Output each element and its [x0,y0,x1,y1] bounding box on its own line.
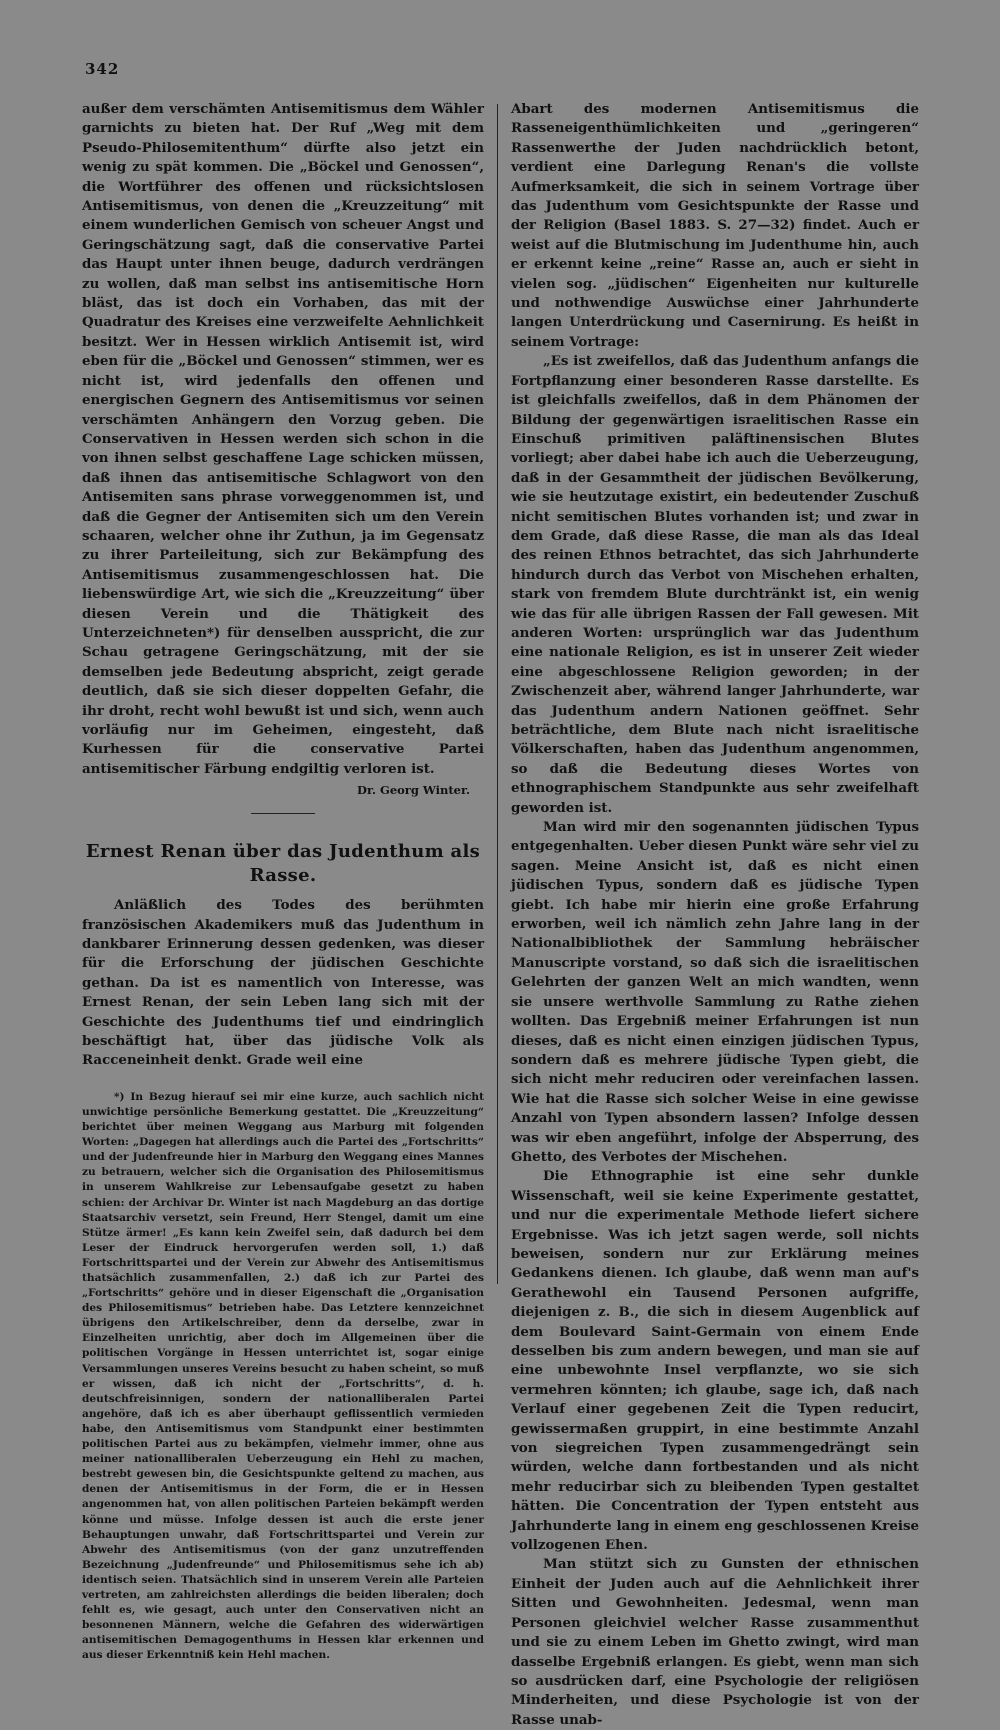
author-signature: Dr. Georg Winter. [357,783,470,798]
column-divider [497,104,498,1284]
left-paragraph-1: außer dem verschämten Antisemitismus dem Wähler garnichts zu bieten hat. Der Ruf „Weg mit dem Pseudo-Philosemitenthum“ dürfte also jetzt ein wenig zu spät kommen. Die „Böckel und Genossen“, die Wortführer des offenen und rücksichtslosen Antisemitismus, von denen die „Kreuzzeitung“ mit einem wunderlichen Gemisch von scheuer Angst und Geringschätzung sagt, daß die conservative Partei das Haupt unter ihnen beuge, dadurch verdrängen zu wollen, daß man selbst ins antisemitische Horn bläst, das ist doch ein Vorhaben, das mit der Quadratur des Kreises eine verzweifelte Aehnlichkeit besitzt. Wer in Hessen wirklich Antisemit ist, wird eben für die „Böckel und Genossen“ stimmen, wer es nicht ist, wird jedenfalls den offenen und energischen Gegnern des Antisemitismus vor seinen verschämten Anhängern den Vorzug geben. Die Conservativen in Hessen werden sich schon in die von ihnen selbst geschaffene Lage schicken müssen, daß ihnen das antisemitische Schlagwort von den Antisemiten sans phrase vorweggenommen ist, und daß die Gegner der Antisemiten sich um den Verein schaaren, welcher ohne ihr Zuthun, ja im Gegensatz zu ihrer Parteileitung, sich zur Bekämpfung des Antisemitismus zusammengeschlossen hat. Die liebenswürdige Art, wie sich die „Kreuzzeitung“ über diesen Verein und die Thätigkeit des Unterzeichneten*) für denselben ausspricht, die zur Schau getragene Geringschätzung, mit der sie demselben jede Bedeutung abspricht, zeigt gerade deutlich, daß sie sich dieser doppelten Gefahr, die ihr droht, recht wohl bewußt ist und sich, wenn auch vorläufig nur im Geheimen, eingesteht, daß Kurhessen für die conservative Partei antisemitischer Färbung endgiltig verloren ist. [82,101,484,777]
right-paragraph-5: Man stützt sich zu Gunsten der ethnischen Einheit der Juden auch auf die Aehnlichkeit ihrer Sitten und Gewohnheiten. Jedesmal, wenn man Personen gleichviel welcher Rasse zusammenthut und sie zu einem Leben im Ghetto zwingt, wird man dasselbe Ergebniß erlangen. Es giebt, wenn man sich so ausdrücken darf, eine Psychologie der religiösen Minderheiten, und diese Psychologie ist von der Rasse unab- [511,1556,919,1728]
footnote: *) In Bezug hierauf sei mir eine kurze, auch sachlich nicht unwichtige persönliche Bemerkung gestattet. Die „Kreuzzeitung“ berichtet über meinen Weggang aus Marburg mit folgenden Worten: „Dagegen hat allerdings auch die Partei des „Fortschritts“ und der Judenfreunde hier in Marburg den Weggang eines Mannes zu betrauern, welcher sich die Organisation des Philosemitismus in unserem Wahlkreise zur Lebensaufgabe gesetzt zu haben schien: der Archivar Dr. Winter ist nach Magdeburg an das dortige Staatsarchiv versetzt, sein Freund, Herr Stengel, damit um eine Stütze ärmer! „Es kann kein Zweifel sein, daß dadurch bei dem Leser der Eindruck hervorgerufen werden soll, 1.) daß Fortschrittspartei und der Verein zur Abwehr des Antisemitismus thatsächlich zusammenfallen, 2.) daß ich zur Partei des „Fortschritts“ gehöre und in dieser Eigenschaft die „Organisation des Philosemitismus“ betrieben habe. Das Letztere kennzeichnet übrigens den Artikelschreiber, denn da derselbe, zwar in Einzelheiten unrichtig, aber doch im Allgemeinen über die politischen Vorgänge in Hessen unterrichtet ist, sogar einige Versammlungen unseres Vereins besucht zu haben scheint, so muß er wissen, daß ich nicht der „Fortschritts“, d. h. deutschfreisinnigen, sondern der nationalliberalen Partei angehöre, daß ich es aber überhaupt geflissentlich vermieden habe, den Antisemitismus vom Standpunkt einer bestimmten politischen Partei aus zu bekämpfen, vielmehr immer, ohne aus meiner nationalliberalen Ueberzeugung ein Hehl zu machen, bestrebt gewesen bin, die Gesichtspunkte geltend zu machen, aus denen der Antisemitismus in der Form, die er in Hessen angenommen hat, von allen politischen Parteien bekämpft werden könne und müsse. Infolge dessen ist auch die erste jener Behauptungen unwahr, daß Fortschrittspartei und Verein zur Abwehr des Antisemitismus (von der ganz unzutreffenden Bezeichnung „Judenfreunde“ und Philosemitismus sehe ich ab) identisch seien. Thatsächlich sind in unserem Verein alle Parteien vertreten, am zahlreichsten allerdings die beiden liberalen; doch fehlt es, wie gesagt, auch unter den Conservativen nicht an besonnenen Männern, welche die Gefahren des widerwärtigen antisemitischen Demagogenthums in Hessen klar erkennen und aus dieser Erkenntniß kein Hehl machen. [82,1090,484,1662]
article-heading: Ernest Renan über das Judenthum als Rasse. [85,841,481,887]
right-column [511,100,919,1730]
right-paragraph-3: Man wird mir den sogenannten jüdischen Typus entgegenhalten. Ueber diesen Punkt wäre sehr viel zu sagen. Meine Ansicht ist, daß es nicht einen jüdischen Typus, sondern daß es jüdische Typen giebt. Ich habe mir hierin eine große Erfahrung erworben, weil ich nämlich zehn Jahre lang in der Nationalbibliothek der Sammlung hebräischer Manuscripte vorstand, so daß sich die israelitischen Gelehrten der ganzen Welt an mich wandten, wenn sie unsere werthvolle Sammlung zu Rathe ziehen wollten. Das Ergebniß meiner Erfahrungen ist nun dieses, daß es nicht einen einzigen jüdischen Typus, sondern daß es mehrere jüdische Typen giebt, die sich nicht mehr reduciren oder vereinfachen lassen. Wie hat die Rasse sich solcher Weise in eine gewisse Anzahl von Typen absondern lassen? Infolge dessen was wir eben angeführt, infolge der Absperrung, des Ghetto, des Verbotes der Mischehen. [511,819,919,1165]
section-divider [251,813,315,814]
page-number: 342 [85,60,120,78]
right-paragraph-4: Die Ethnographie ist eine sehr dunkle Wissenschaft, weil sie keine Experimente gestattet, und nur die experimentale Methode liefert sichere Ergebnisse. Was ich jetzt sagen werde, soll nichts beweisen, sondern nur zur Erklärung meines Gedankens dienen. Ich glaube, daß wenn man auf's Gerathewohl ein Tausend Personen aufgriffe, diejenigen z. B., die sich in diesem Augenblick auf dem Boulevard Saint-Germain von einem Ende desselben bis zum andern bewegen, und man sie auf eine unbewohnte Insel verpflanzte, wo sie sich vermehren könnten; ich glaube, sage ich, daß nach Verlauf einer gegebenen Zeit die Typen reducirt, gewissermaßen gruppirt, in eine bestimmte Anzahl von siegreichen Typen zusammengedrängt sein würden, welche dann fortbestanden und als nicht mehr reducirbar sich zu bleibenden Typen gestaltet hätten. Die Concentration der Typen entsteht aus Jahrhunderte lang in einem eng geschlossenen Kreise vollzogenen Ehen. [511,1168,919,1554]
footnote-separator [82,1083,484,1084]
right-paragraph-1: Abart des modernen Antisemitismus die Rasseneigenthümlichkeiten und „geringeren“ Rassenwerthe der Juden nachdrücklich betont, verdient eine Darlegung Renan's die vollste Aufmerksamkeit, die sich in seinem Vortrage über das Judenthum vom Gesichtspunkte der Rasse und der Religion (Basel 1883. S. 27—32) findet. Auch er weist auf die Blutmischung im Judenthume hin, auch er erkennt keine „reine“ Rasse an, auch er sieht in vielen sog. „jüdischen“ Eigenheiten nur kulturelle und nothwendige Auswüchse einer Jahrhunderte langen Unterdrückung und Casernirung. Es heißt in seinem Vortrage: [511,101,919,350]
left-column [82,100,484,1663]
right-paragraph-2: „Es ist zweifellos, daß das Judenthum anfangs die Fortpflanzung einer besonderen Rasse darstellte. Es ist gleichfalls zweifellos, daß in dem Phänomen der Bildung der gegenwärtigen israelitischen Rasse ein Einschuß primitiven paläftinensischen Blutes vorliegt; aber dabei habe ich auch die Ueberzeugung, daß in der Gesammtheit der jüdischen Bevölkerung, wie sie heutzutage existirt, ein bedeutender Zuschuß nicht semitischen Blutes vorhanden ist; und zwar in dem Grade, daß diese Rasse, die man als das Ideal des reinen Ethnos betrachtet, das sich Jahrhunderte hindurch durch das Verbot von Mischehen erhalten, stark von fremdem Blute durchtränkt ist, ein wenig wie das für alle übrigen Rassen der Fall gewesen. Mit anderen Worten: ursprünglich war das Judenthum eine nationale Religion, es ist in unserer Zeit wieder eine abgeschlossene Religion geworden; in der Zwischenzeit aber, während langer Jahrhunderte, war das Judenthum andern Nationen geöffnet. Sehr beträchtliche, dem Blute nach nicht israelitische Völkerschaften, haben das Judenthum angenommen, so daß die Bedeutung dieses Wortes von ethnographischem Standpunkte aus sehr zweifelhaft geworden ist. [511,353,919,816]
left-paragraph-2: Anläßlich des Todes des berühmten französischen Akademikers muß das Judenthum in dankbarer Erinnerung dessen gedenken, was dieser für die Erforschung der jüdischen Geschichte gethan. Da ist es namentlich von Interesse, was Ernest Renan, der sein Leben lang sich mit der Geschichte des Judenthums tief und eindringlich beschäftigt hat, über das jüdische Volk als Racceneinheit denkt. Grade weil eine [82,897,484,1069]
